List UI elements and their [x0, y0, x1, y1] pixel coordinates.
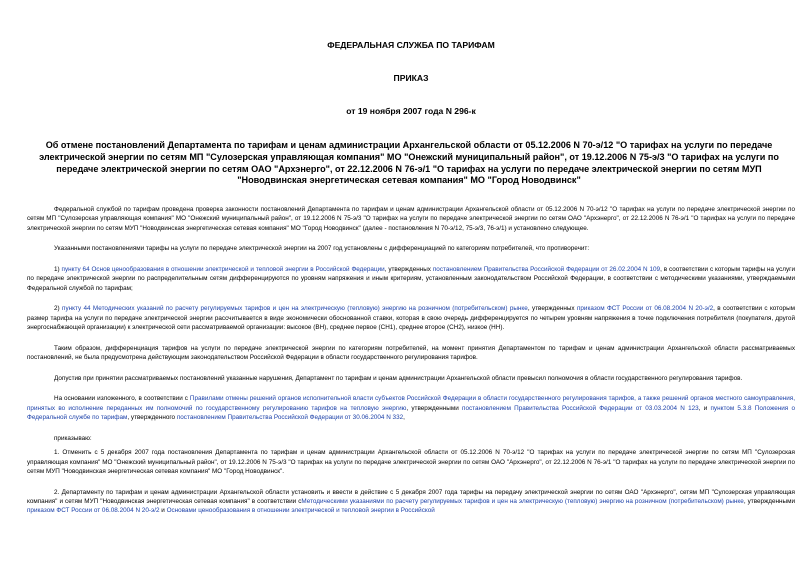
basis-end: ,: [403, 413, 405, 421]
paragraph-intro: Федеральной службой по тарифам проведена проверка законности постановлений Департамента по тарифам и ценам администрации Архангельской области от 05.12.2006 N 70-э/12 "О тарифах на услуги по передаче электрической энергии по сетям МП "Сулозерская управляющая компания" МО "Онежский муниципальный район", от 19.12.2006 N 75-э/3 "О тарифах на услуги по передаче электрической энергии по сетям ОАО "Архэнерго", от 22.12.2006 N 76-э/1 "О тарифах на услуги по передаче электрической энергии по сетям МУП "Новодвинская энергетическая сетевая компания" МО "Город Новодвинск" (далее - постановления N 70-э/12, 75-э/3, 76-э/1) и установлено следующее.: [27, 206, 795, 232]
link-metod-ukazaniya-p44[interactable]: пункту 44 Методических указаний по расчету регулируемых тарифов и цен на электрическую (тепловую) энергию на розничном (потребительском) рынке: [62, 305, 528, 313]
link-postanovlenie-123[interactable]: постановлением Правительства Российской Федерации от 03.03.2004 N 123: [462, 404, 699, 412]
paragraph-basis: [27, 394, 795, 422]
paragraph-order: приказываю:: [54, 434, 92, 442]
basis-mid-1: , утвержденными: [406, 404, 463, 412]
paragraph-decision-2: [27, 488, 795, 516]
link-osnovy-p64[interactable]: пункту 64 Основ ценообразования в отношении электрической и тепловой энергии в Российской Федерации: [61, 266, 385, 274]
link-prikaz-20-e2[interactable]: приказом ФСТ России от 06.08.2004 N 20-э/2: [576, 305, 714, 313]
item-2-mid: , утвержденных: [527, 305, 577, 313]
link-metod-ukazaniya[interactable]: Методическими указаниями по расчету регулируемых тарифов и цен на электрическую (тепловую) энергию на розничном (потребительском) рынке: [301, 497, 744, 505]
item-2-prefix: 2): [54, 305, 63, 313]
basis-mid-2: , и: [698, 404, 711, 412]
decision-2-prefix: 2. Департаменту по тарифам и ценам администрации Архангельской области установить и ввести в действие с 5 декабря 2007 года тарифы на передачу электрической энергии по сетям ОАО "Архэнерго", сетям МП "Сулозерская управляющая компания" и сетям МУП "Новодвинская энергетическая сетевая компания" в соответствии с: [27, 488, 795, 505]
link-postanovlenie-109[interactable]: постановлением Правительства Российской Федерации от 26.02.2004 N 109: [432, 266, 661, 274]
agency-header: ФЕДЕРАЛЬНАЯ СЛУЖБА ПО ТАРИФАМ: [327, 40, 495, 50]
paragraph-decision-1: 1. Отменить с 5 декабря 2007 года постановления Департамента по тарифам и ценам администрации Архангельской области от 05.12.2006 N 70-э/12 "О тарифах на услуги по передаче электрической энергии по сетям МП "Сулозерская управляющая компания" МО "Онежский муниципальный район", от 19.12.2006 N 75-э/3 "О тарифах на услуги по передаче электрической энергии по сетям ОАО "Архэнерго", от 22.12.2006 N 76-э/1 "О тарифах на услуги по передаче электрической энергии по сетям МУП "Новодвинская энергетическая сетевая компания" МО "Город Новодвинск".: [27, 449, 795, 475]
basis-prefix: На основании изложенного, в соответствии с: [54, 395, 190, 403]
item-1-prefix: 1): [54, 266, 62, 274]
link-postanovlenie-332[interactable]: постановлением Правительства Российской Федерации от 30.06.2004 N 332: [176, 413, 404, 421]
paragraph-conclusion: Таким образом, дифференциация тарифов на услуги по передаче электрической энергии по категориям потребителей, на момент принятия Департаментом по тарифам и ценам администрации Архангельской области рассматриваемых постановлений, не была предусмотрена действующим законодательством Российской Федерации в области государственного регулирования тарифов.: [27, 344, 795, 361]
paragraph-item-2: [27, 304, 795, 332]
paragraph-differentiation: Указанными постановлениями тарифы на услуги по передаче электрической энергии на 2007 год установлены с дифференциацией по категориям потребителей, что противоречит:: [54, 245, 590, 253]
item-1-rest: , в соответствии с которым тарифы на услуги по передаче электрической энергии по распределительным сетям дифференцируются по уровням напряжения и иным критериям, установленным законодательством Российской Федерации, в соответствии с методическими указаниями, утверждаемыми Федеральной службой по тарифам;: [27, 266, 795, 292]
link-prikaz-20-e2-b[interactable]: приказом ФСТ России от 06.08.2004 N 20-э/2: [27, 506, 160, 514]
item-2-rest: , в соответствии с которым размер тарифа на услуги по передаче электрической энергии рассчитывается в виде экономически обоснованной ставки, которая в свою очередь дифференцируется по четырем уровням напряжения в точке подключения потребителя (покупателя, другой энергоснабжающей организации) к электрической сети рассматриваемой организации: высокое (ВН), среднее первое (СН1), среднее второе (СН2), низкое (НН).: [27, 305, 796, 331]
paragraph-item-1: [27, 265, 795, 293]
link-pravila-otmeny[interactable]: Правилами отмены решений органов исполнительной власти субъектов Российской Федерации в области государственного регулирования тарифов, а также решений органов местного самоуправления, принятых во исполнение переданных им полномочий по государственному регулированию тарифов на тепловую энергию: [27, 395, 795, 412]
paragraph-violation: Допустив при принятии рассматриваемых постановлений указанные нарушения, Департамент по тарифам и ценам администрации Архангельской области превысил полномочия в области государственного регулирования тарифов.: [54, 374, 743, 382]
decision-2-mid-2: и: [159, 506, 167, 514]
doc-date-number: от 19 ноября 2007 года N 296-к: [346, 106, 476, 116]
decision-2-mid-1: , утвержденными: [743, 497, 795, 505]
document-title: Об отмене постановлений Департамента по тарифам и ценам администрации Архангельской области от 05.12.2006 N 70-э/12 "О тарифах на услуги по передаче электрической энергии по сетям МП "Сулозерская управляющая компания" МО "Онежский муниципальный район", от 19.12.2006 N 75-э/3 "О тарифах на услуги по передаче электрической энергии по сетям ОАО "Архэнерго", от 22.12.2006 N 76-э/1 "О тарифах на услуги по передаче электрической энергии по сетям МУП "Новодвинская энергетическая сетевая компания" МО "Город Новодвинск": [39, 140, 779, 186]
basis-mid-3: , утвержденного: [127, 413, 177, 421]
item-1-mid: , утвержденных: [384, 266, 433, 274]
link-osnovy-cenoobrazovaniya[interactable]: Основами ценообразования в отношении электрической и тепловой энергии в Российской: [166, 506, 435, 514]
link-polozhenie-fst[interactable]: пунктом 5.3.8 Положения о Федеральной службе по тарифам: [27, 404, 795, 421]
doc-type-header: ПРИКАЗ: [393, 73, 429, 83]
